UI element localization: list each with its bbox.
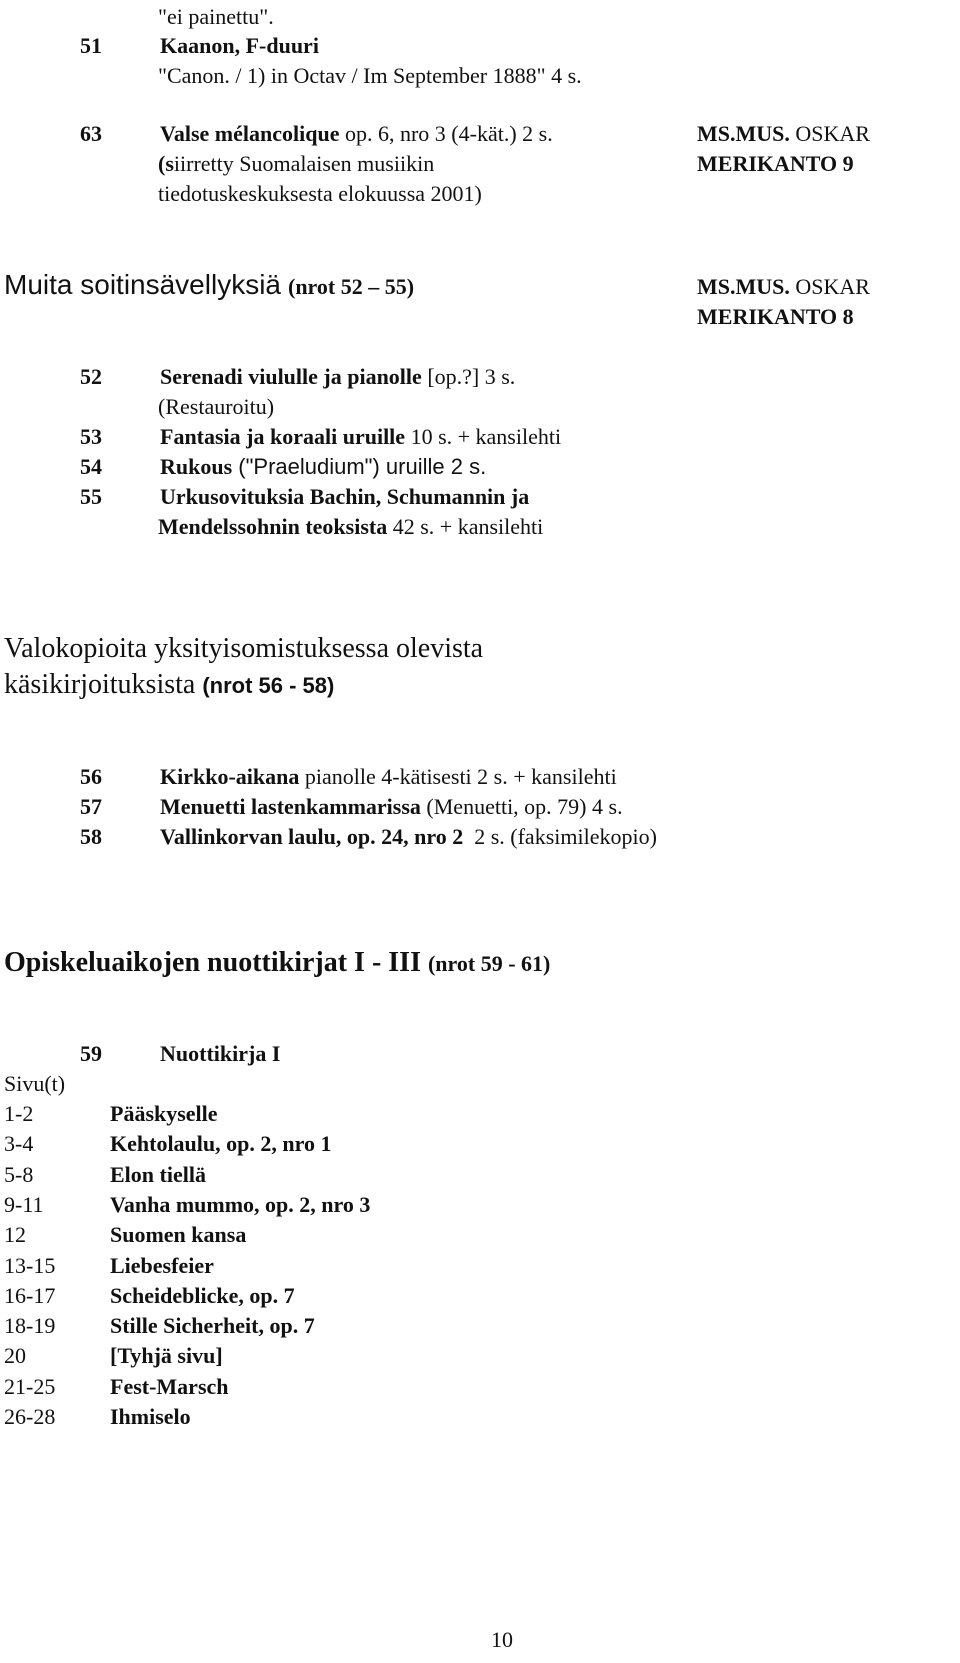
signum-merikanto-8: MERIKANTO 8 <box>697 304 854 329</box>
page-range: 5-8 <box>4 1162 34 1187</box>
pages-label: Sivu(t) <box>4 1071 66 1096</box>
entry-number: 63 <box>80 121 102 146</box>
entry-details: (Menuetti, op. 79) 4 s. <box>420 794 623 819</box>
piece-title: Suomen kansa <box>110 1222 247 1247</box>
piece-title: Elon tiellä <box>110 1162 206 1187</box>
entry-title: Kirkko-aikana <box>160 764 300 789</box>
piece-title: Liebesfeier <box>110 1253 214 1278</box>
piece-title: Ihmiselo <box>110 1404 191 1429</box>
piece-title: [Tyhjä sivu] <box>110 1343 223 1368</box>
piece-title: Scheideblicke, op. 7 <box>110 1283 295 1308</box>
page-range: 13-15 <box>4 1253 56 1278</box>
entry-57: 57 Menuetti lastenkammarissa (Menuetti, op. 79) 4 s. <box>80 794 623 819</box>
entry-number: 51 <box>80 33 102 58</box>
page-range: 21-25 <box>4 1374 56 1399</box>
entry-55: 55 Urkusovituksia Bachin, Schumannin ja <box>80 484 530 509</box>
entry-51-note: "Canon. / 1) in Octav / Im September 1888" 4 s. <box>158 63 582 88</box>
signum-ms-mus-8: MS.MUS. OSKAR <box>697 274 870 299</box>
entry-56: 56 Kirkko-aikana pianolle 4-kätisesti 2 s. + kansilehti <box>80 764 617 789</box>
piece-title: Vanha mummo, op. 2, nro 3 <box>110 1192 371 1217</box>
piece-title: Kehtolaulu, op. 2, nro 1 <box>110 1131 332 1156</box>
piece-title: Pääskyselle <box>110 1101 218 1126</box>
entry-52: 52 Serenadi viululle ja pianolle [op.?] 3 s. <box>80 364 516 389</box>
entry-63 <box>80 121 553 147</box>
entry-title: Rukous <box>160 454 233 479</box>
section-heading-valokopioita-line2: käsikirjoituksista (nrot 56 - 58) <box>4 669 335 700</box>
entry-63-line2: (siirretty Suomalaisen musiikin <box>158 151 435 176</box>
entry-63-line3: tiedotuskeskuksesta elokuussa 2001) <box>158 181 482 206</box>
page-range: 20 <box>4 1343 26 1368</box>
entry-title: Fantasia ja koraali uruille <box>160 424 406 449</box>
page-range: 3-4 <box>4 1131 34 1156</box>
page-range: 1-2 <box>4 1101 34 1126</box>
entry-title: Menuetti lastenkammarissa <box>160 794 421 819</box>
entry-52-note: (Restauroitu) <box>158 394 275 419</box>
entry-details: 2 s. (faksimilekopio) <box>463 824 657 849</box>
section-heading-muita: Muita soitinsävellyksiä (nrot 52 – 55) <box>4 269 415 300</box>
entry-title: Vallinkorvan laulu, op. 24, nro 2 <box>160 824 464 849</box>
signum-merikanto-9: MERIKANTO 9 <box>697 151 854 176</box>
section-heading-valokopioita-line1: Valokopioita yksityisomistuksessa olevista <box>4 633 484 664</box>
entry-details: op. 6, nro 3 (4-kät.) 2 s. <box>339 121 553 146</box>
entry-58: 58 Vallinkorvan laulu, op. 24, nro 2 2 s. (faksimilekopio) <box>80 824 657 849</box>
entry-details: [op.?] 3 s. <box>421 364 516 389</box>
entry-details: pianolle 4-kätisesti 2 s. + kansilehti <box>299 764 617 789</box>
entry-55-line2: Mendelssohnin teoksista 42 s. + kansilehti <box>158 514 544 539</box>
entry-details: 10 s. + kansilehti <box>405 424 562 449</box>
page-range: 12 <box>4 1222 26 1247</box>
book-59: 59 Nuottikirja I <box>80 1041 281 1066</box>
book-title: Nuottikirja I <box>160 1041 281 1066</box>
entry-54: 54 Rukous ("Praeludium") uruille 2 s. <box>80 454 487 479</box>
page-range: 9-11 <box>4 1192 44 1217</box>
entry-title: Urkusovituksia Bachin, Schumannin ja <box>160 484 530 509</box>
page-range: 18-19 <box>4 1313 56 1338</box>
piece-title: Fest-Marsch <box>110 1374 229 1399</box>
page-range: 26-28 <box>4 1404 56 1429</box>
text-ei-painettu: "ei painettu". <box>158 4 274 29</box>
entry-title: Valse mélancolique <box>160 121 340 146</box>
entry-details: ("Praeludium") uruille 2 s. <box>232 454 487 479</box>
entry-title: Kaanon, F-duuri <box>160 33 319 58</box>
page-range: 16-17 <box>4 1283 56 1308</box>
entry-53: 53 Fantasia ja koraali uruille 10 s. + kansilehti <box>80 424 562 449</box>
piece-title: Stille Sicherheit, op. 7 <box>110 1313 315 1338</box>
page-number: 10 <box>491 1627 513 1652</box>
entry-51 <box>80 33 319 59</box>
entry-title: Serenadi viululle ja pianolle <box>160 364 422 389</box>
signum-ms-mus-9: MS.MUS. OSKAR <box>697 121 870 146</box>
section-heading-opiskeluaikojen: Opiskeluaikojen nuottikirjat I - III (nrot 59 - 61) <box>4 947 551 978</box>
